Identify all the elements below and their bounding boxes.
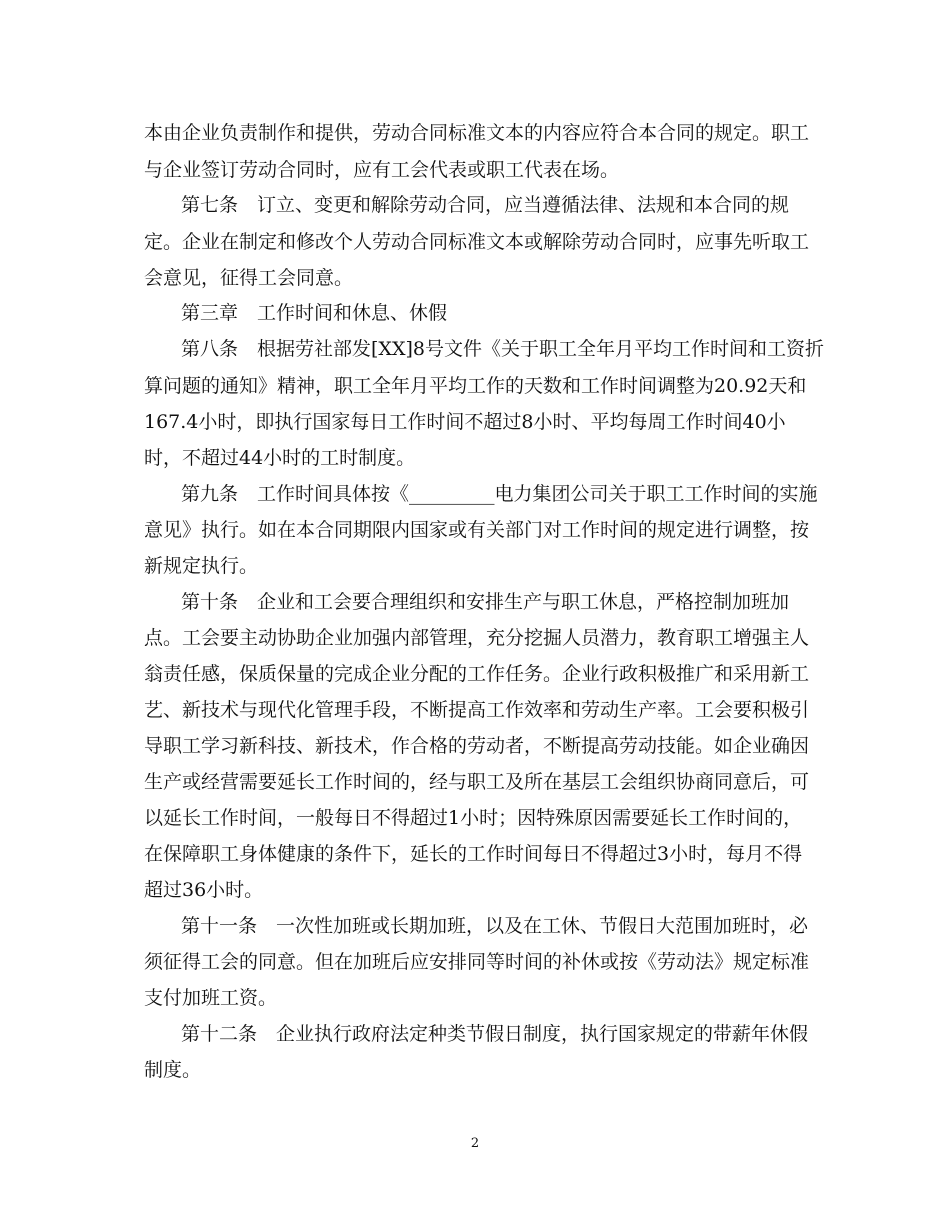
article-11-heading-line: 第十一条 一次性加班或长期加班，以及在工休、节假日大范围加班时，必 bbox=[181, 915, 809, 937]
text-line: 须征得工会的同意。但在加班后应安排同等时间的补休或按《劳动法》规定标准 bbox=[144, 951, 810, 973]
text-line: 制度。 bbox=[144, 1059, 202, 1081]
text-line: 导职工学习新科技、新技术，作合格的劳动者，不断提高劳动技能。如企业确因 bbox=[144, 735, 810, 757]
text-line: 时，不超过44小时的工时制度。 bbox=[144, 447, 416, 469]
text-line: 意见》执行。如在本合同期限内国家或有关部门对工作时间的规定进行调整，按 bbox=[144, 519, 810, 541]
text-line: 以延长工作时间，一般每日不得超过1小时；因特殊原因需要延长工作时间的， bbox=[144, 807, 803, 829]
text-line: 新规定执行。 bbox=[144, 555, 259, 577]
chapter-3-heading: 第三章 工作时间和休息、休假 bbox=[181, 302, 448, 324]
article-10-heading-line: 第十条 企业和工会要合理组织和安排生产与职工休息，严格控制加班加 bbox=[181, 591, 790, 613]
text-line: 艺、新技术与现代化管理手段，不断提高工作效率和劳动生产率。工会要积极引 bbox=[144, 699, 810, 721]
text-line: 本由企业负责制作和提供，劳动合同标准文本的内容应符合本合同的规定。职工 bbox=[144, 122, 810, 144]
text-line: 支付加班工资。 bbox=[144, 987, 278, 1009]
page-number: 2 bbox=[470, 1136, 480, 1151]
text-line: 翁责任感，保质保量的完成企业分配的工作任务。企业行政积极推广和采用新工 bbox=[144, 663, 810, 685]
text-line: 与企业签订劳动合同时，应有工会代表或职工代表在场。 bbox=[144, 159, 620, 181]
text-line: 点。工会要主动协助企业加强内部管理，充分挖掘人员潜力，教育职工增强主人 bbox=[144, 627, 810, 649]
text-line: 生产或经营需要延长工作时间的，经与职工及所在基层工会组织协商同意后，可 bbox=[144, 771, 810, 793]
article-7-heading-line: 第七条 订立、变更和解除劳动合同，应当遵循法律、法规和本合同的规 bbox=[181, 194, 790, 216]
text-line: 算问题的通知》精神，职工全年月平均工作的天数和工作时间调整为20.92天和 bbox=[144, 375, 807, 397]
text-line: 在保障职工身体健康的条件下，延长的工作时间每日不得超过3小时，每月不得 bbox=[144, 843, 803, 865]
article-8-heading-line: 第八条 根据劳社部发[XX]8号文件《关于职工全年月平均工作时间和工资折 bbox=[181, 338, 824, 360]
article-12-heading-line: 第十二条 企业执行政府法定种类节假日制度，执行国家规定的带薪年休假 bbox=[181, 1023, 809, 1045]
text-line: 167.4小时，即执行国家每日工作时间不超过8小时、平均每周工作时间40小 bbox=[144, 411, 786, 433]
text-line: 定。企业在制定和修改个人劳动合同标准文本或解除劳动合同时，应事先听取工 bbox=[144, 231, 810, 253]
text-line: 会意见，征得工会同意。 bbox=[144, 267, 354, 289]
text-line: 超过36小时。 bbox=[144, 879, 264, 901]
article-9-heading-line: 第九条 工作时间具体按《_________电力集团公司关于职工工作时间的实施 bbox=[181, 483, 818, 505]
